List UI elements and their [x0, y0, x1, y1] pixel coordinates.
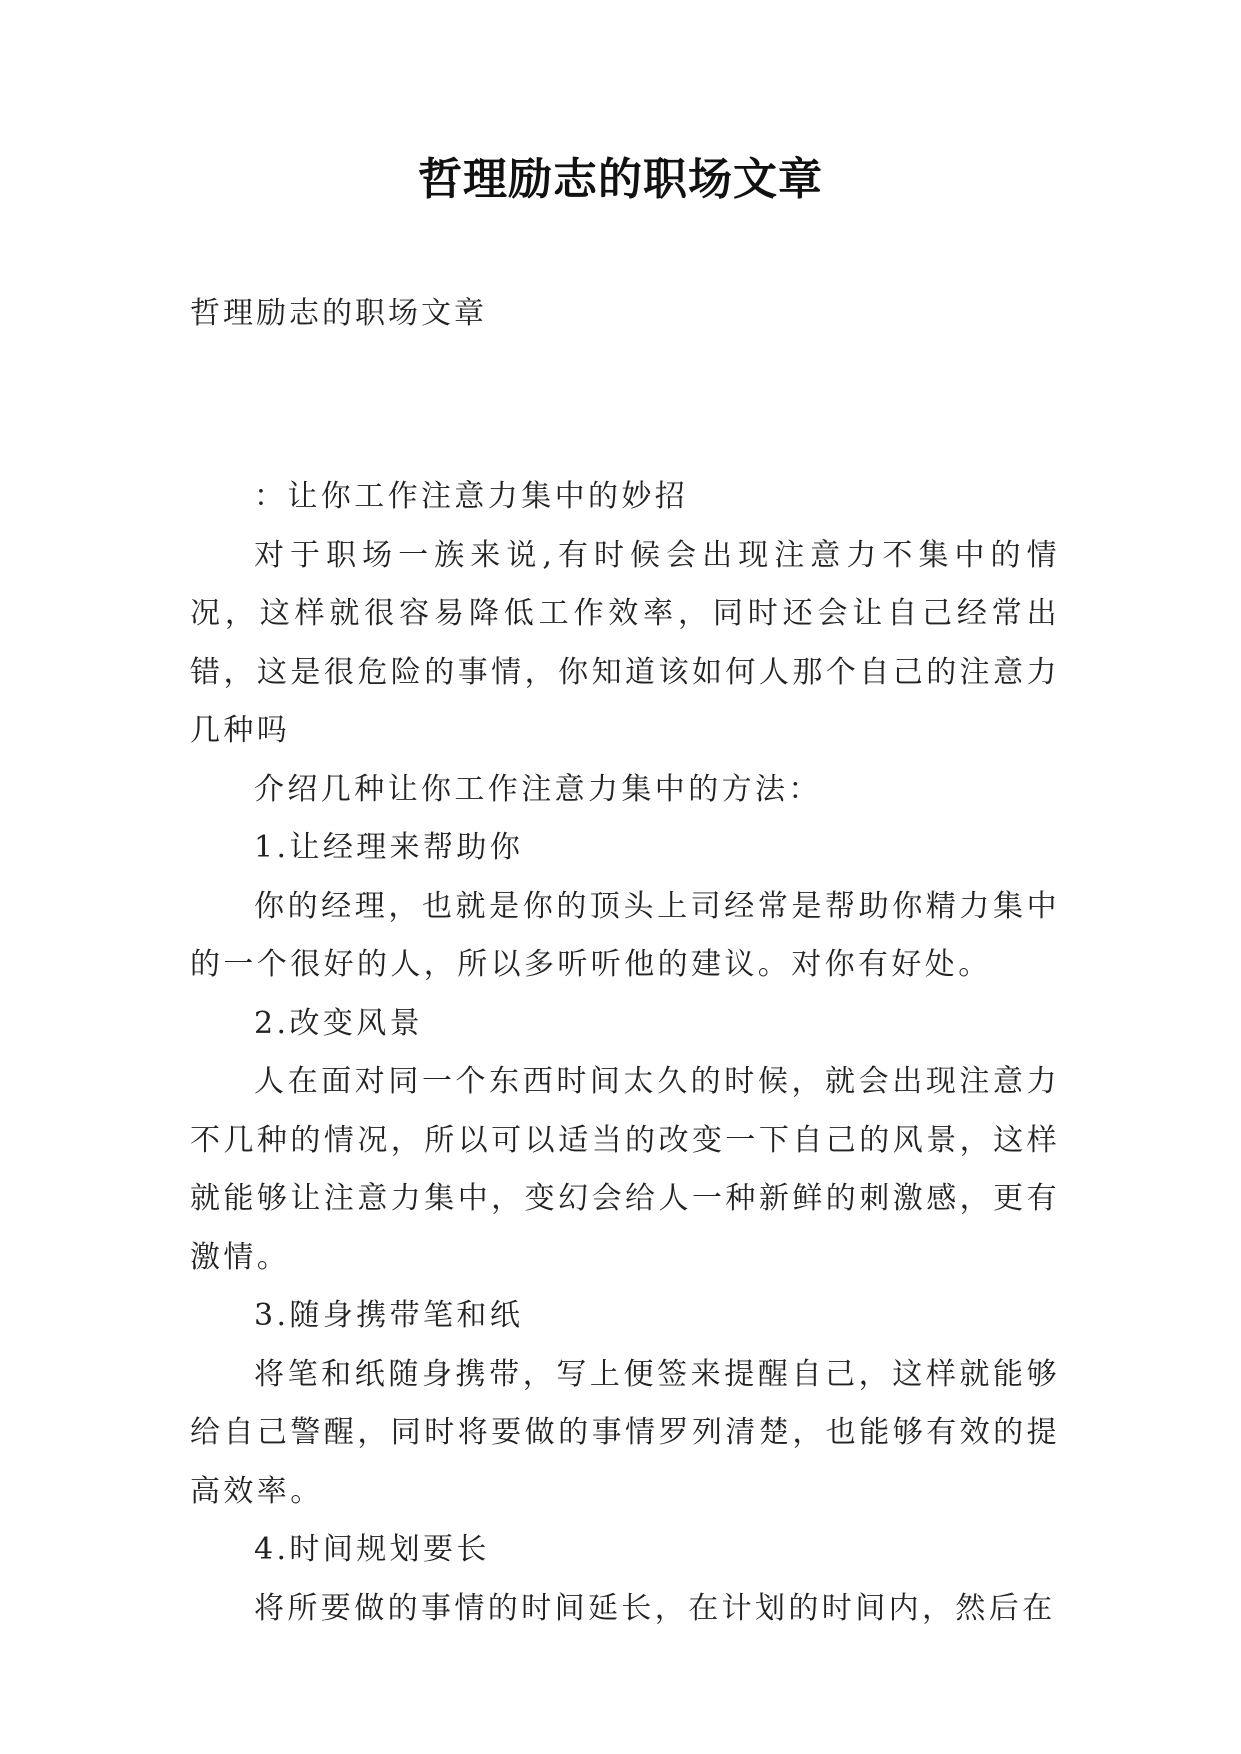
- body-paragraph: 对于职场一族来说,有时候会出现注意力不集中的情况，这样就很容易降低工作效率，同时还会让自己经常出错，这是很危险的事情，你知道该如何人那个自己的注意力几种吗: [190, 537, 1060, 748]
- body-paragraph: 介绍几种让你工作注意力集中的方法：: [254, 771, 822, 807]
- document-body: [190, 468, 1060, 1638]
- list-heading-3: 3.随身携带笔和纸: [254, 1298, 524, 1333]
- section-heading: ：让你工作注意力集中的妙招: [254, 479, 689, 514]
- body-paragraph: 你的经理，也就是你的顶头上司经常是帮助你精力集中的一个很好的人，所以多听听他的建议。对你有好处。: [190, 888, 1060, 982]
- list-heading-2: 2.改变风景: [254, 1005, 424, 1041]
- body-paragraph: 人在面对同一个东西时间太久的时候，就会出现注意力不几种的情况，所以可以适当的改变一下自己的风景，这样就能够让注意力集中，变幻会给人一种新鲜的刺激感，更有激情。: [190, 1064, 1060, 1275]
- document-title: 哲理励志的职场文章: [418, 154, 823, 205]
- document-subtitle: 哲理励志的职场文章: [190, 296, 487, 331]
- list-heading-4: 4.时间规划要长: [254, 1532, 490, 1567]
- body-paragraph: 将所要做的事情的时间延长，在计划的时间内，然后在: [254, 1590, 1056, 1626]
- body-paragraph: 将笔和纸随身携带，写上便签来提醒自己，这样就能够给自己警醒，同时将要做的事情罗列清楚，也能够有效的提高效率。: [190, 1356, 1060, 1509]
- list-heading-1: 1.让经理来帮助你: [254, 830, 524, 865]
